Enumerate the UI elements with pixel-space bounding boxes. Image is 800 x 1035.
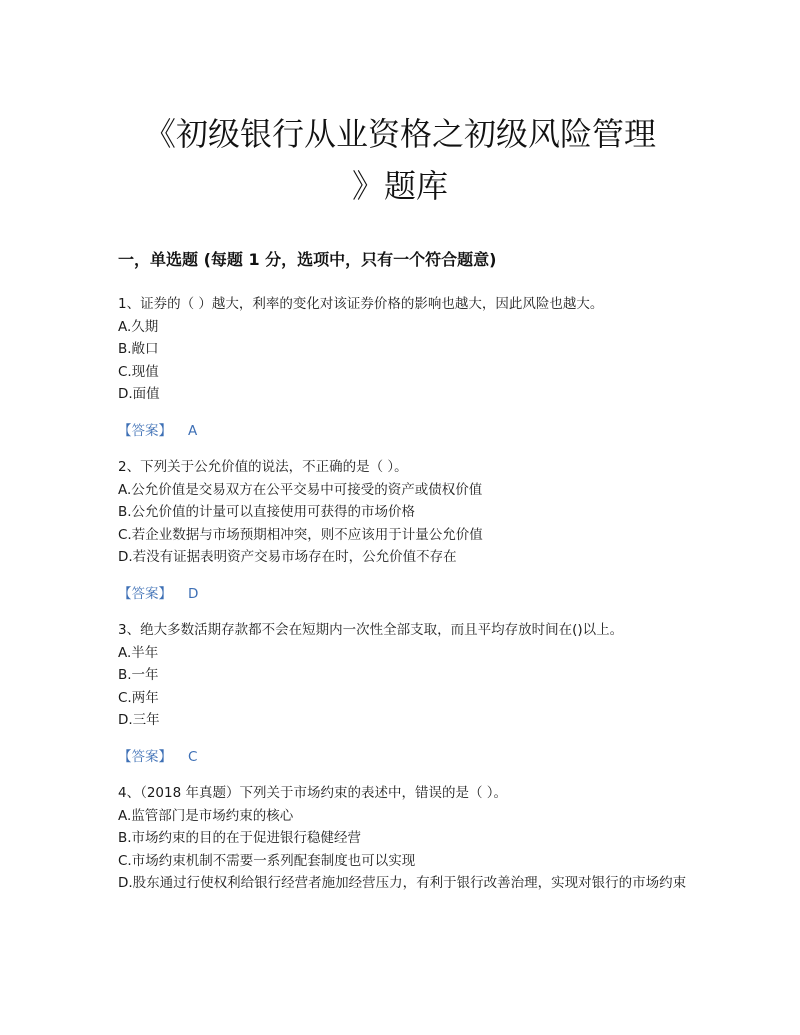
question-3-stem: 3、绝大多数活期存款都不会在短期内一次性全部支取，而且平均存放时间在()以上。	[118, 622, 624, 638]
question-3-answer-value: C	[188, 748, 198, 765]
question-2-answer	[118, 583, 688, 606]
question-list	[118, 293, 688, 895]
question-4-options	[118, 805, 688, 895]
question-1-options	[118, 316, 688, 406]
question-4	[118, 782, 688, 895]
question-1-option-b: B.敞口	[118, 341, 159, 357]
question-2-option-b: B.公允价值的计量可以直接使用可获得的市场价格	[118, 504, 416, 520]
answer-label: 【答案】	[118, 422, 172, 439]
question-4-option-b: B.市场约束的目的在于促进银行稳健经营	[118, 830, 362, 846]
question-1-option-a: A.久期	[118, 318, 159, 335]
answer-label: 【答案】	[118, 585, 172, 602]
question-3-options	[118, 642, 688, 732]
question-2-options	[118, 479, 688, 569]
section-heading: 一，单选题 (每题 1 分，选项中，只有一个符合题意)	[118, 250, 497, 269]
question-3-option-c: C.两年	[118, 689, 159, 706]
question-1-stem: 1、证券的（ ）越大，利率的变化对该证券价格的影响也越大，因此风险也越大。	[118, 296, 604, 312]
question-2-option-d: D.若没有证据表明资产交易市场存在时，公允价值不存在	[118, 549, 457, 565]
answer-label: 【答案】	[118, 748, 172, 765]
question-3-option-a: A.半年	[118, 644, 159, 661]
question-2-stem: 2、下列关于公允价值的说法，不正确的是（ ）。	[118, 459, 408, 475]
question-3	[118, 619, 688, 768]
question-1-option-d: D.面值	[118, 386, 160, 402]
question-2-option-c: C.若企业数据与市场预期相冲突，则不应该用于计量公允价值	[118, 526, 483, 543]
question-2	[118, 456, 688, 605]
document-title-line-1: 《初级银行从业资格之初级风险管理	[143, 115, 656, 153]
question-4-option-c: C.市场约束机制不需要一系列配套制度也可以实现	[118, 852, 416, 869]
question-1-answer	[118, 420, 688, 443]
question-4-option-d: D.股东通过行使权利给银行经营者施加经营压力，有利于银行改善治理，实现对银行的市场约束	[118, 875, 687, 891]
question-1-option-c: C.现值	[118, 363, 159, 380]
question-3-answer	[118, 746, 688, 769]
question-2-option-a: A.公允价值是交易双方在公平交易中可接受的资产或债权价值	[118, 481, 483, 498]
question-3-option-b: B.一年	[118, 667, 159, 683]
document-title-line-2: 》题库	[351, 167, 448, 205]
document-title	[100, 108, 700, 212]
question-4-stem: 4、（2018 年真题）下列关于市场约束的表述中，错误的是（ ）。	[118, 785, 508, 801]
question-1-answer-value: A	[188, 422, 198, 439]
question-2-answer-value: D	[188, 585, 199, 602]
question-1	[118, 293, 688, 442]
question-4-option-a: A.监管部门是市场约束的核心	[118, 807, 294, 824]
question-3-option-d: D.三年	[118, 712, 160, 728]
